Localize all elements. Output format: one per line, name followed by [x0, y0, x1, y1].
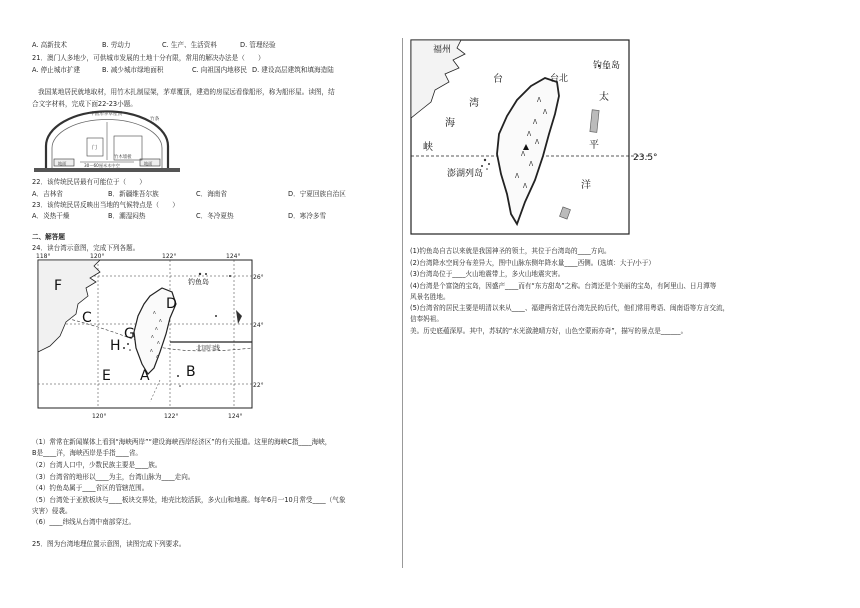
svg-text:ᐱ: ᐱ: [155, 326, 158, 331]
q20-option-c: C. 生产、生活资料: [162, 41, 217, 49]
q24-line-2: B是____洋，海峡西岸是手指____省。: [32, 449, 143, 457]
map2-label-yang: 洋: [581, 180, 591, 191]
map1-top-tick-120: 120°: [90, 253, 105, 260]
svg-text:ᐱ: ᐱ: [529, 161, 534, 168]
svg-text:ᐱ: ᐱ: [157, 340, 160, 345]
q25-line-4: (4)台湾是个富饶的宝岛，因盛产____而有“东方甜岛”之称。台湾还是个美丽的宝岛，有阿里山、日月潭等: [410, 282, 717, 290]
map1-bottom-tick-120: 120°: [92, 413, 107, 420]
q22-option-a: A．吉林省: [32, 190, 63, 198]
column-divider: [402, 38, 403, 568]
q23-option-b: B．潮湿闷热: [108, 212, 146, 220]
q25-line-7: 信奉妈祖。: [410, 315, 443, 323]
svg-text:ᐱ: ᐱ: [521, 151, 526, 158]
q20-option-b: B. 劳动力: [102, 41, 131, 49]
q21-options: [32, 67, 334, 74]
house-label-ground-left: 地面: [58, 161, 67, 166]
house-label-bottom: 30～60厘米木中空: [84, 163, 120, 168]
q25-line-1: (1)钓鱼岛自古以来就是我国神圣的领土，其位于台湾岛的____方向。: [410, 247, 611, 255]
q25-line-2: (2)台湾降水空间分布差异大，图中山脉东侧年降水量____西侧。(选填：大于/小于）: [410, 259, 655, 267]
map1-letter-a: A: [140, 368, 150, 384]
map1-bottom-tick-122: 122°: [164, 413, 179, 420]
map2-label-taibei: 台北: [550, 74, 569, 84]
q22-option-b: B．新疆维吾尔族: [108, 190, 159, 198]
q21-option-a: A. 停止城市扩建: [32, 66, 81, 74]
intro-line-2: 合文字材料，完成下面22-23小题。: [32, 100, 137, 108]
q25-line-3: (3)台湾岛位于____火山地震带上，多火山地震灾害。: [410, 270, 565, 278]
boat-house-figure: [32, 108, 182, 174]
svg-text:ᐱ: ᐱ: [543, 109, 548, 116]
map1-letter-e: E: [102, 368, 111, 384]
svg-text:ᐱ: ᐱ: [156, 354, 159, 359]
svg-text:ᐱ: ᐱ: [533, 119, 538, 126]
map1-top-tick-118: 118°: [36, 253, 51, 260]
q21-option-c: C. 向祖国内地移民: [192, 66, 247, 74]
map2-label-lat: 23.5°: [633, 153, 658, 163]
map1-letter-b: B: [186, 364, 196, 380]
house-caption-top: 半圆形茅草屋顶: [90, 112, 123, 117]
map2-label-wan: 湾: [469, 98, 479, 109]
svg-text:ᐱ: ᐱ: [523, 183, 528, 190]
map1-letter-h: H: [110, 338, 121, 354]
q24-line-8: （6）____纬线从台湾中南部穿过。: [32, 518, 136, 526]
q21-option-d: D. 建设高层建筑和填海造陆: [252, 66, 334, 74]
q21-option-b: B. 减少城市绿地面积: [102, 66, 164, 74]
svg-text:ᐱ: ᐱ: [151, 334, 154, 339]
house-label-bamboo: 竹条: [150, 117, 160, 122]
q24-stem: 24．读台湾示意图，完成下列各题。: [32, 244, 140, 252]
q24-line-1: （1）常常在新闻媒体上看到“海峡两岸”“建设海峡西岸经济区”的有关报道。这里的海峡C指____海峡，: [32, 438, 332, 446]
map2-label-diaoyu: 钓鱼岛: [593, 61, 621, 71]
map1-bottom-tick-124: 124°: [228, 413, 243, 420]
q25-line-6: (5)台湾省的居民主要是明清以来从____、福建两省迁居台湾先民的后代，他们常用粤语、闽南语等方言交流，: [410, 304, 730, 312]
map2-label-tai2: 太: [599, 92, 609, 103]
q22-options: [32, 191, 346, 198]
map1-top-tick-122: 122°: [162, 253, 177, 260]
svg-text:ᐱ: ᐱ: [535, 139, 540, 146]
q23-option-a: A．炎热干燥: [32, 212, 70, 220]
house-label-door: 门: [92, 145, 98, 151]
q23-option-d: D．寒冷多雪: [288, 212, 327, 220]
house-label-wall: 竹木墙板: [114, 155, 132, 160]
map1-right-tick-26: 26°: [253, 274, 264, 281]
section-title: 二、解答题: [32, 233, 65, 241]
map1-diaoyu-label: 钓鱼岛: [188, 278, 209, 286]
map2-label-penghu: 澎湖列岛: [447, 169, 484, 179]
taiwan-map-2: [409, 38, 679, 238]
q20-options: [32, 42, 276, 49]
map1-right-tick-24: 24°: [253, 322, 264, 329]
q22-option-c: C．海南省: [196, 190, 227, 198]
q24-line-5: （4）钓鱼岛属于____省区的管辖范围。: [32, 484, 149, 492]
map1-letter-c: C: [82, 310, 92, 326]
svg-text:ᐱ: ᐱ: [150, 348, 153, 353]
map2-label-xia: 峡: [423, 142, 433, 153]
map2-label-fuzhou: 福州: [433, 45, 452, 55]
q25-stem: 25．图为台湾地理位置示意图，读图完成下列要求。: [32, 540, 186, 548]
svg-text:ᐱ: ᐱ: [537, 97, 542, 104]
q22-option-d: D．宁夏回族自治区: [288, 190, 346, 198]
map1-letter-d: D: [166, 296, 177, 312]
taiwan-map-1: [30, 252, 266, 422]
q22-stem: 22．该传统民居最有可能位于（ ）: [32, 178, 146, 186]
map1-top-tick-124: 124°: [226, 253, 241, 260]
house-label-ground-right: 地面: [144, 161, 153, 166]
svg-text:ᐱ: ᐱ: [515, 173, 520, 180]
q20-option-a: A. 高新技术: [32, 41, 67, 49]
q23-options: [32, 213, 326, 220]
map2-label-tai: 台: [493, 74, 503, 85]
map2-label-ping: 平: [589, 140, 599, 151]
map1-right-tick-22: 22°: [253, 382, 264, 389]
svg-text:ᐱ: ᐱ: [153, 310, 156, 315]
q25-line-5: 风景名胜地。: [410, 293, 450, 301]
map1-letter-f: F: [54, 278, 63, 294]
intro-line-1: 我国某地居民就地取材，用竹木扎制屋架，茅草覆顶，建造的房屋远看像船形，称为船形屋。读图，结: [38, 88, 335, 96]
q24-line-3: （2）台湾人口中，少数民族主要是____族。: [32, 461, 162, 469]
map2-label-hai: 海: [445, 118, 455, 129]
q23-option-c: C．冬冷夏热: [196, 212, 234, 220]
svg-text:ᐱ: ᐱ: [159, 318, 162, 323]
q24-line-6: （5）台湾处于亚欧板块与____板块交界处，地壳比较活跃，多火山和地震。每年6月一10月常受____（气象: [32, 496, 346, 504]
q21-stem: 21．澳门人多地少，可供城市发展的土地十分有限，常用的解决办法是（ ）: [32, 54, 265, 62]
svg-text:ᐱ: ᐱ: [527, 131, 532, 138]
q20-option-d: D. 管理经验: [240, 41, 276, 49]
q23-stem: 23．该传统民居反映出当地的气候特点是（ ）: [32, 201, 179, 209]
q24-line-4: （3）台湾省的地形以____为主，台湾山脉为____走向。: [32, 473, 195, 481]
q25-line-8: 美。历史底蕴深厚。其中，苏轼的“水光潋滟晴方好，山色空蒙雨亦奇”，描写的景点是______。: [410, 327, 688, 335]
map1-tropic-label: 北回归线: [196, 345, 221, 352]
q24-line-7: 灾害）侵袭。: [32, 507, 72, 515]
map1-letter-g: G: [124, 326, 135, 342]
